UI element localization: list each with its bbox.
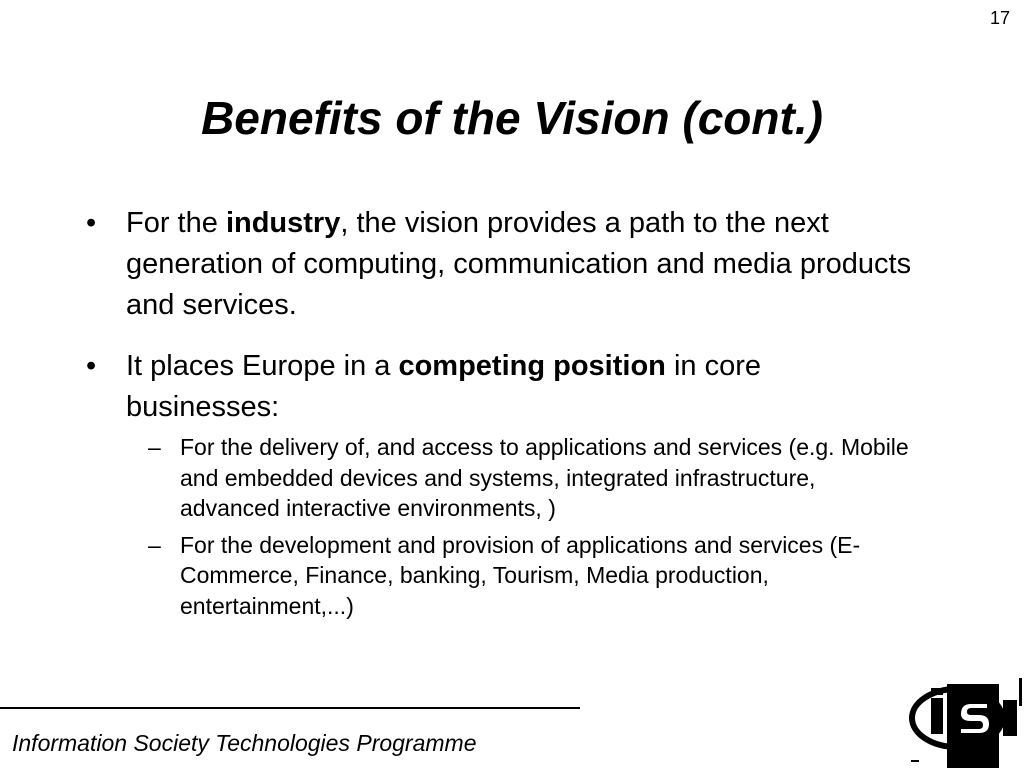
bullet-marker: • — [86, 350, 97, 382]
sub-bullet-marker: – — [148, 434, 161, 460]
bullet-text — [126, 207, 911, 321]
ist-logo-icon — [905, 678, 1024, 768]
bullet-text-plain: It places Europe in a — [126, 350, 399, 382]
footer-rule — [0, 707, 580, 709]
sub-bullet-item-delivery — [134, 432, 914, 524]
bullet-marker: • — [86, 207, 97, 239]
sub-bullet-item-development — [134, 530, 914, 622]
bullet-text — [126, 350, 761, 423]
sub-bullet-list — [126, 432, 914, 621]
bullet-item-competing-position — [84, 346, 914, 621]
bullet-text-plain: in core businesses: — [126, 350, 761, 423]
sub-bullet-text: For the delivery of, and access to applications and services (e.g. Mobile and embedded devices and systems, integrated infrastructure, advanced interactive environments, ) — [180, 434, 909, 521]
bullet-text-plain: For the — [126, 207, 226, 239]
footer-text: Information Society Technologies Programme — [12, 730, 477, 756]
sub-bullet-marker: – — [148, 531, 161, 558]
bullet-list — [84, 203, 914, 641]
bullet-text-bold: industry — [225, 207, 341, 239]
page-number: 17 — [989, 8, 1010, 28]
bullet-text-bold: competing position — [398, 350, 666, 382]
slide-title: Benefits of the Vision (cont.) — [201, 92, 823, 144]
sub-bullet-text: For the development and provision of applications and services (E-Commerce, Finance, banking, Tourism, Media production, entertainment,...) — [180, 531, 861, 619]
bullet-item-industry — [84, 203, 914, 326]
bullet-text-plain: , the vision provides a path to the next generation of computing, communication and media products and services. — [126, 207, 912, 321]
